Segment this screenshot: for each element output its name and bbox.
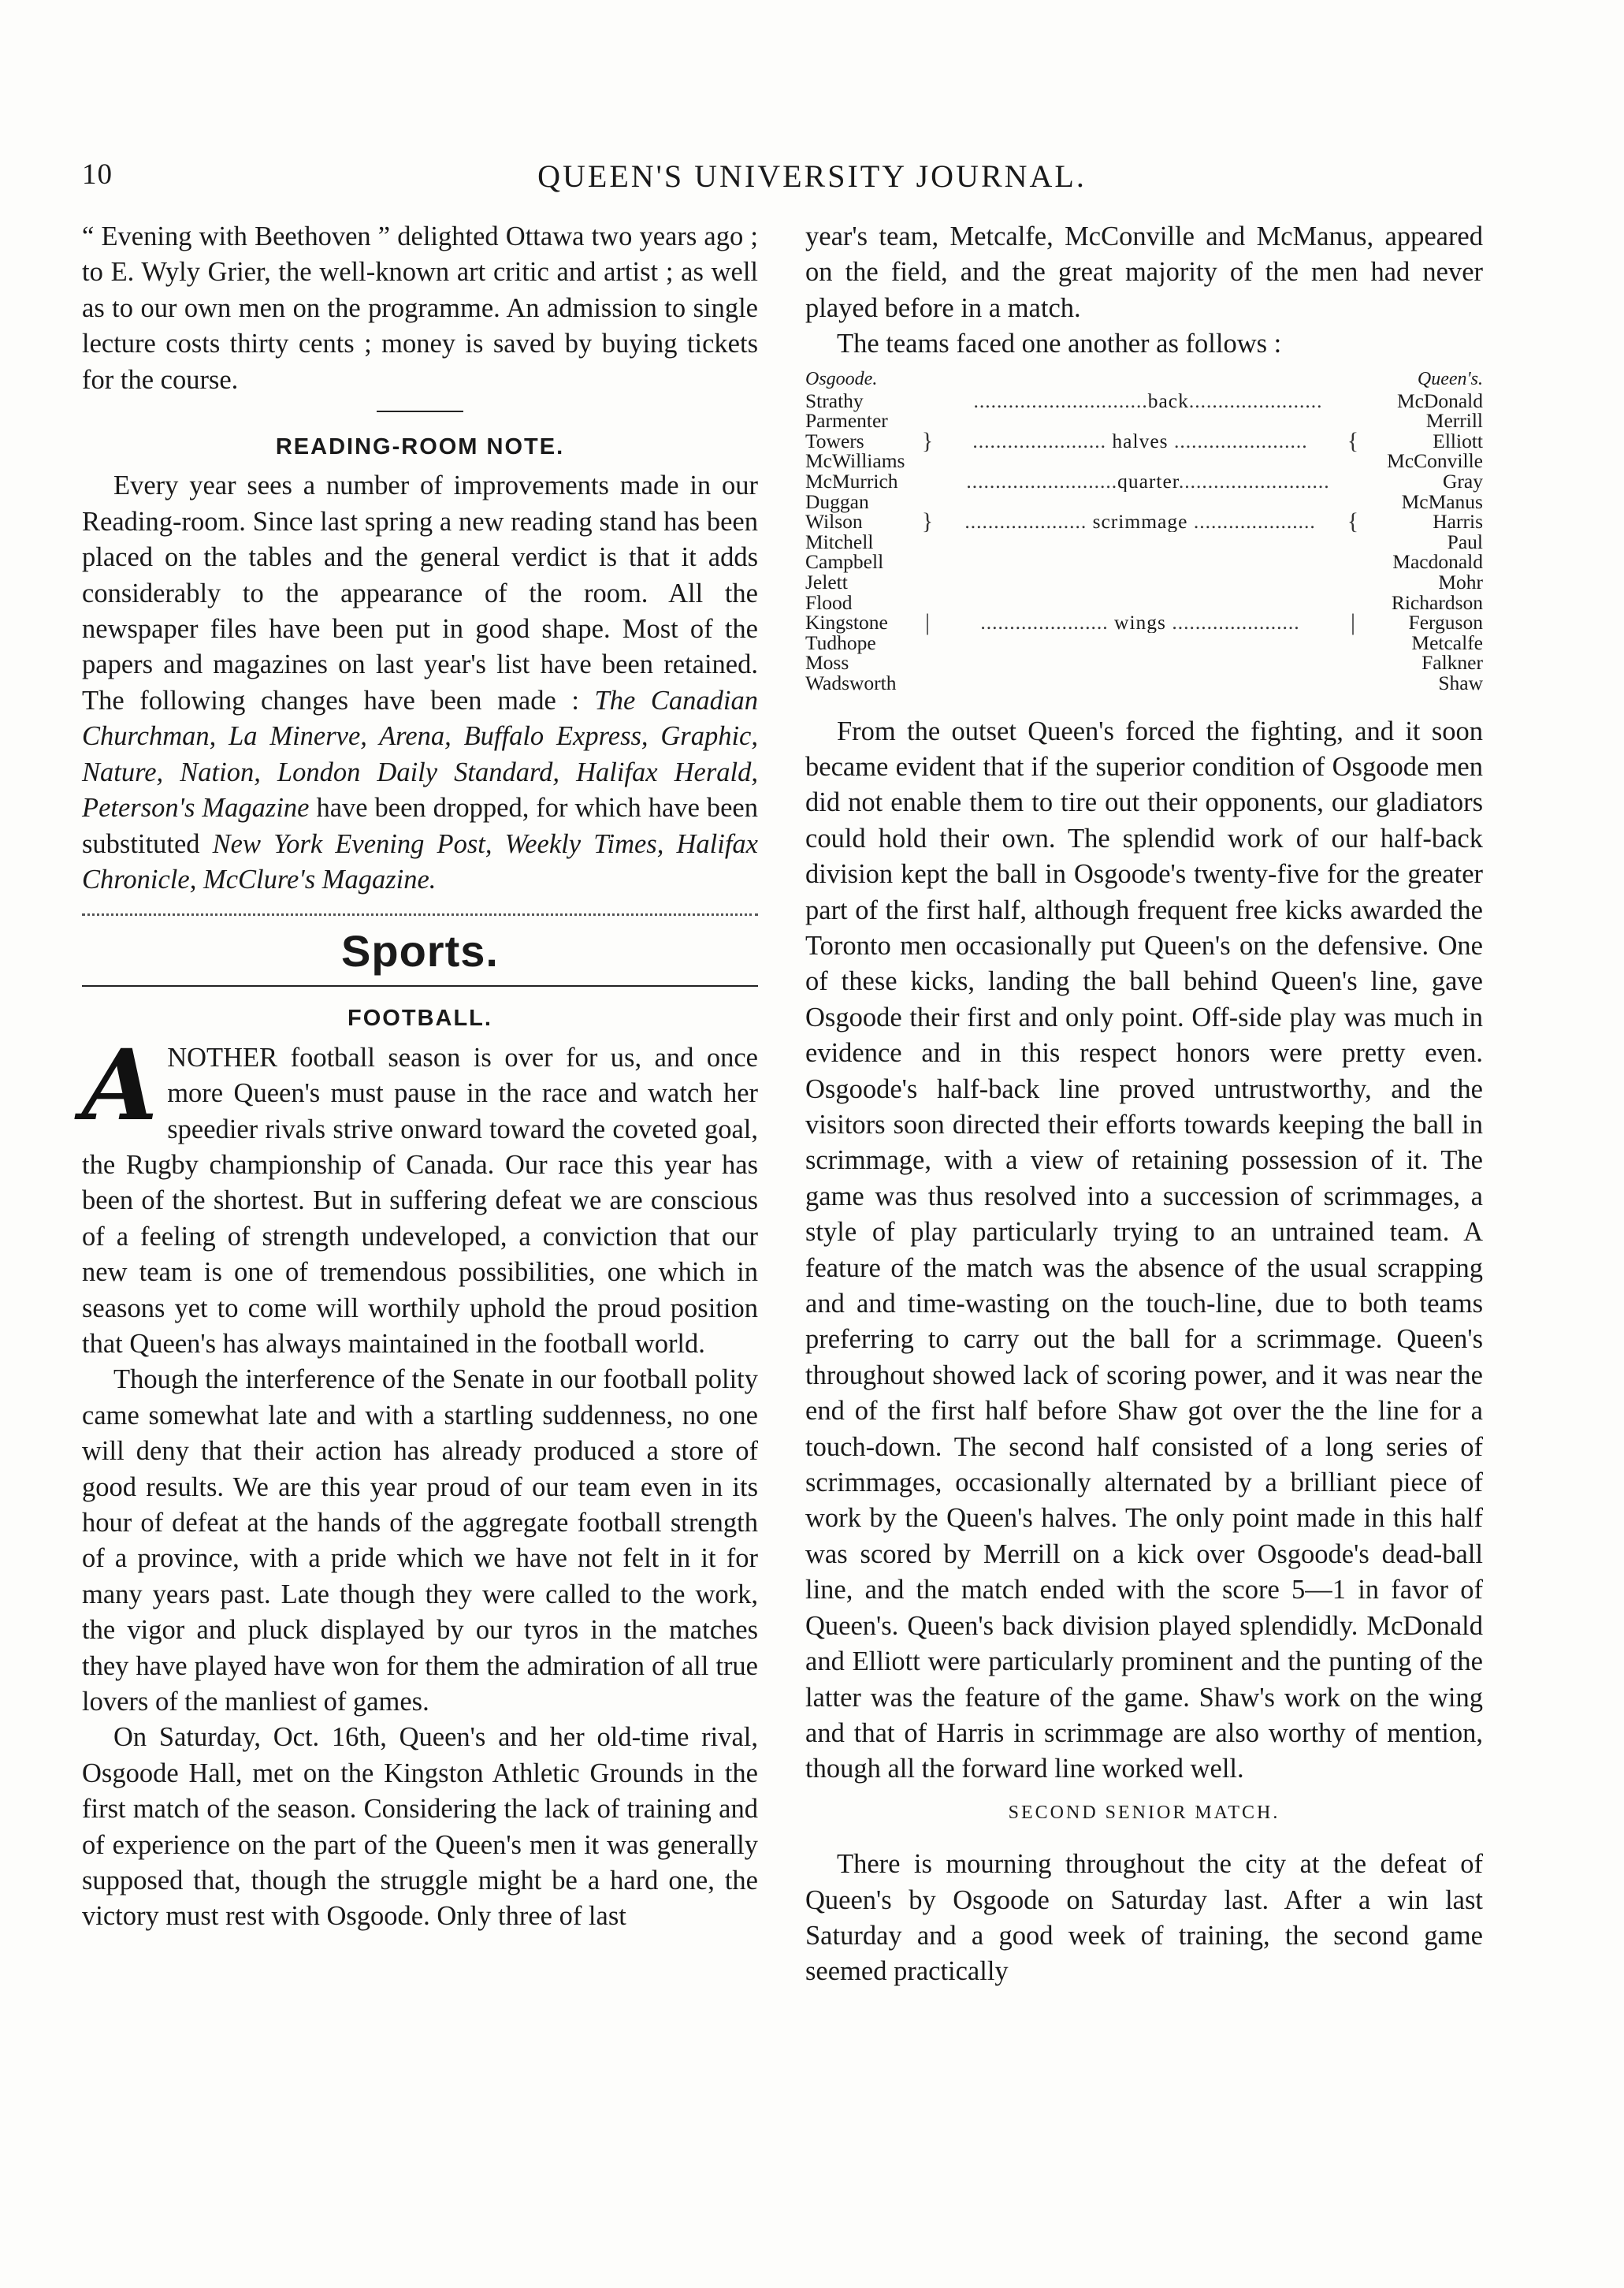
lineup-name: McWilliams xyxy=(805,449,905,473)
lineup-row-wings: Campbell Jelett Flood Kingstone Tudhope Moss Wadsworth | ...................... wings ...................... | Macdonald Mohr Richardson Ferguson Metcalfe Falkner Shaw xyxy=(805,550,1483,694)
lineup-name: Tudhope xyxy=(805,631,876,654)
lineup-name: Moss xyxy=(805,651,849,675)
football-paragraph-1 xyxy=(82,1028,758,1363)
football-heading: FOOTBALL. xyxy=(347,1006,492,1032)
lineup-row-scrimmage: Duggan Wilson Mitchell } ..................... scrimmage ..................... { McManus Harris Paul xyxy=(805,489,1483,553)
lineup-name: McManus xyxy=(1401,489,1483,513)
sports-title: Sports. xyxy=(341,926,499,977)
lineup-row-halves: Parmenter Towers McWilliams } ....................... halves ....................... { Merrill Elliott McConville xyxy=(805,409,1483,473)
lineup-name: Wilson xyxy=(805,510,863,534)
dropped-publications: The Canadian Churchman, La Minerve, Arena, Buffalo Express, Graphic, Nature, Nation, London Daily Standard, Halifax Herald, Peterson's Magazine xyxy=(82,685,758,824)
lineup-name: Shaw xyxy=(1438,671,1483,694)
lineup-left-team: Osgoode. xyxy=(805,368,878,389)
lineup-name: Falkner xyxy=(1421,651,1483,675)
drop-cap: A xyxy=(82,1028,158,1143)
football-paragraph-3: On Saturday, Oct. 16th, Queen's and her old-time rival, Osgoode Hall, met on the Kingston Athletic Grounds in the first match of the season. Considering the lack of training and of experience on the part of the Queen's men it was generally supposed that, though the struggle might be a hard one, the victory must rest with Osgoode. Only three of last xyxy=(82,1722,758,1932)
lineup-header xyxy=(805,367,1483,391)
football-paragraph-1-text: NOTHER football season is over for us, and once more Queen's must pause in the race and watch her speedier rivals strive onward toward the coveted goal, the Rugby championship of Canada. Our race this year has been of the shortest. But in suffering defeat we are conscious of a feeling of strength undeveloped, a conviction that our new team is one of tremendous possibilities, one which in seasons yet to come will worthily uphold the proud position that Queen's has always maintained in the football world. xyxy=(82,1042,758,1359)
lineup-position: halves xyxy=(1112,430,1169,452)
brace-icon: } xyxy=(921,427,934,454)
lineup-name: Merrill xyxy=(1425,409,1483,433)
lineup-name: Kingstone xyxy=(805,611,888,634)
reading-room-paragraph xyxy=(82,468,758,898)
lineup-name: Jelett xyxy=(805,570,848,593)
lineup-name: Wadsworth xyxy=(805,671,897,694)
teams-intro: The teams faced one another as follows : xyxy=(837,329,1282,359)
brace-icon: | xyxy=(924,609,930,636)
brace-icon: { xyxy=(1347,508,1359,535)
lineup-position: quarter xyxy=(1117,471,1179,492)
lineup-name: Mitchell xyxy=(805,530,874,553)
lineup-name: McConville xyxy=(1387,449,1483,473)
lineup-name: Flood xyxy=(805,590,853,614)
dotted-divider xyxy=(82,913,758,916)
second-senior-paragraph: There is mourning throughout the city at the defeat of Queen's by Osgoode on Saturday last. After a win last Saturday and a good week of training, the second game seemed practically xyxy=(805,1849,1483,1987)
page-number: 10 xyxy=(82,158,113,191)
lineup-name: Strathy xyxy=(805,389,864,412)
sports-divider xyxy=(82,985,758,987)
lineup-name: Gray xyxy=(1443,470,1483,493)
lineup-name: Harris xyxy=(1433,510,1483,534)
lineup-name: Campbell xyxy=(805,550,884,574)
lineup-name: Elliott xyxy=(1433,429,1483,452)
intro-paragraph: “ Evening with Beethoven ” delighted Ottawa two years ago ; to E. Wyly Grier, the well-known art critic and artist ; as well as to our own men on the programme. An admission to single lecture costs thirty cents ; money is saved by buying tickets for the course. xyxy=(82,221,758,395)
brace-icon: | xyxy=(1350,609,1355,636)
right-column xyxy=(805,219,1483,1990)
match-report-paragraph: From the outset Queen's forced the fighting, and it soon became evident that if the superior condition of Osgoode men did not enable them to tire out their opponents, our gladiators could hold their own. The splendid work of our half-back division kept the ball in Osgoode's twenty-five for the greater part of the first half, although frequent free kicks awarded the Toronto men occasionally put Queen's on the defensive. One of these kicks, landing the ball behind Queen's line, gave Osgoode their first and only point. Off-side play was much in evidence and in this respect honors were pretty even. Osgoode's half-back line proved untrustworthy, and the visitors soon directed their efforts towards keeping the ball in scrimmage, with a view of retaining possession of it. The game was thus resolved into a succession of scrimmages, a style of play particularly trying to an untrained team. A feature of the match was the absence of the usual scrapping and and time-wasting on the touch-line, due to both teams preferring to carry out the ball for a scrimmage. Queen's throughout showed lack of scoring power, and it was near the end of the first half before Shaw got over the the line for a touch-down. The second half consisted of a long series of scrimmages, occasionally alternated by a brilliant piece of work by the Queen's halves. The only point made in this half was scored by Merrill on a kick over Osgoode's dead-ball line, and the match ended with the score 5—1 in favor of Queen's. Queen's back division played splendidly. McDonald and Elliott were particularly prominent and the punting of the latter was the feature of the game. Shaw's work on the wing and that of Harris in scrimmage are also worthy of mention, though all the forward line worked well. xyxy=(805,716,1483,1784)
lineup-position: scrimmage xyxy=(1092,512,1188,532)
lineup-name: Macdonald xyxy=(1392,550,1483,574)
lineup-name: McDonald xyxy=(1396,389,1483,412)
lineup-name: Mohr xyxy=(1438,570,1483,593)
team-lineup xyxy=(805,367,1483,694)
lineup-position: wings xyxy=(1114,612,1166,633)
lineup-row-quarter: McMurrich ..........................quarter.......................... Gray xyxy=(805,470,1483,493)
journal-title: QUEEN'S UNIVERSITY JOURNAL. xyxy=(537,158,1087,194)
lineup-name: Paul xyxy=(1447,530,1483,553)
brace-icon: } xyxy=(921,508,934,535)
lineup-name: Towers xyxy=(805,429,864,452)
reading-room-text-2: have been dropped, for which have been substituted xyxy=(82,793,758,859)
continued-paragraph: year's team, Metcalfe, McConville and McManus, appeared on the field, and the great majority of the men had never played before in a match. xyxy=(805,221,1483,323)
brace-icon: { xyxy=(1347,427,1359,454)
lineup-name: Metcalfe xyxy=(1411,631,1483,654)
lineup-name: McMurrich xyxy=(805,470,898,493)
lineup-row-back: Strathy ..............................back....................... McDonald xyxy=(805,389,1483,412)
lineup-position: back xyxy=(1147,390,1189,411)
lineup-name: Duggan xyxy=(805,489,869,513)
lineup-name: Ferguson xyxy=(1408,611,1483,634)
lineup-name: Richardson xyxy=(1391,590,1483,614)
lineup-right-team: Queen's. xyxy=(1417,368,1483,389)
lineup-name: Parmenter xyxy=(805,409,888,433)
reading-room-heading: READING-ROOM NOTE. xyxy=(275,434,565,460)
section-divider xyxy=(377,411,463,412)
football-paragraph-2: Though the interference of the Senate in our football polity came somewhat late and with a startling suddenness, no one will deny that their action has already produced a store of good results. We are this year proud of our team even in its hour of defeat at the hands of the aggregate football strength of a province, with a pride which we have not felt in it for many years past. Late though they were called to the work, the vigor and pluck displayed by our tyros in the matches they have played have won for them the admiration of all true lovers of the manliest of games. xyxy=(82,1364,758,1717)
reading-room-text-1: Every year sees a number of improvements made in our Reading-room. Since last spring a new reading stand has been placed on the tables and the general verdict is that it adds considerably to the appearance of the room. All the newspaper files have been put in good shape. Most of the papers and magazines on last year's list have been retained. The following changes have been made : xyxy=(82,471,758,716)
left-column xyxy=(82,219,758,1935)
added-publications: New York Evening Post, Weekly Times, Halifax Chronicle, McClure's Magazine. xyxy=(82,828,758,895)
second-senior-heading: SECOND SENIOR MATCH. xyxy=(1008,1802,1280,1823)
